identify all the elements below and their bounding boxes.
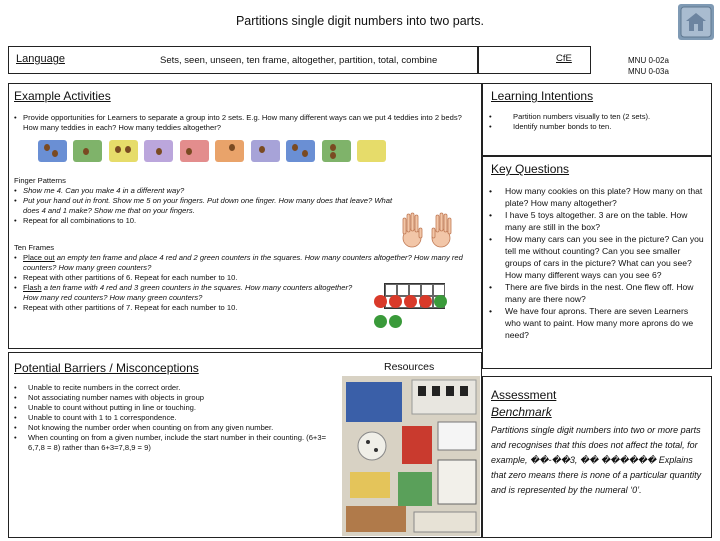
green-counter (434, 295, 447, 308)
barrier-item: • Unable to recite numbers in the correct order. (14, 383, 334, 393)
code-2: MNU 0-03a (628, 67, 669, 76)
red-counter (404, 295, 417, 308)
finger-patterns-section (14, 176, 394, 226)
resources-image (342, 376, 480, 536)
learning-item: • Identify number bonds to ten. (489, 122, 707, 132)
bed-image (322, 140, 351, 162)
learning-heading: Learning Intentions (491, 89, 594, 103)
counters-image (374, 295, 449, 333)
cfe-box (478, 46, 591, 74)
house-icon (678, 4, 714, 40)
bed-image (144, 140, 173, 162)
resources-collage (342, 376, 480, 536)
green-counter (389, 315, 402, 328)
resources-label: Resources (384, 361, 435, 373)
example-intro-list (14, 113, 474, 133)
bed-image (38, 140, 67, 162)
barriers-heading: Potential Barriers / Misconceptions (14, 361, 199, 375)
assessment-heading: Assessment (491, 388, 557, 402)
page-title: Partitions single digit numbers into two parts. (235, 14, 485, 28)
cfe-label: CfE (556, 53, 572, 64)
example-intro: • Provide opportunities for Learners to separate a group into 2 sets. E.g. How many different ways can we put 4 teddies into 2 beds? How many teddies in each? How many teddies altogether? (14, 113, 474, 133)
barrier-item: • Unable to count without putting in line or touching. (14, 403, 334, 413)
bed-image (251, 140, 280, 162)
learning-list (489, 112, 707, 132)
key-question: • I have 5 toys altogether. 3 are on the table. How many are still in the box? (489, 209, 705, 233)
bed-image (357, 140, 386, 162)
teddy-beds-row (38, 140, 388, 167)
finger-item: • Put your hand out in front. Show me 5 on your fingers. Put down one finger. How many does that leave? What does 4 and 1 make? Show me that on your fingers. (14, 196, 394, 216)
bed-image (215, 140, 244, 162)
example-heading: Example Activities (14, 89, 111, 103)
key-heading: Key Questions (491, 162, 570, 176)
green-counter (374, 315, 387, 328)
finger-title: Finger Patterns (14, 176, 66, 185)
barrier-item: • Unable to count with 1 to 1 correspondence. (14, 413, 334, 423)
ten-frame-item: • Place out an empty ten frame and place 4 red and 2 green counters in the squares. How many counters altogether? How many red counters? How many green counters? (14, 253, 464, 273)
barrier-item: • Not associating number names with objects in group (14, 393, 334, 403)
finger-item: • Show me 4. Can you make 4 in a different way? (14, 186, 394, 196)
bed-image (180, 140, 209, 162)
code-1: MNU 0-02a (628, 56, 669, 65)
barrier-item: • When counting on from a given number, include the start number in their counting. (6+3= 6,7,8 = 8) rather than 6+3=7,8,9 = 9) (14, 433, 334, 453)
benchmark-heading: Benchmark (491, 405, 552, 419)
ten-frame-item: • Repeat with other partitions of 6. Repeat for each number to 10. (14, 273, 474, 283)
key-question: • There are five birds in the nest. One flew off. How many are there now? (489, 281, 705, 305)
language-label: Language (16, 53, 65, 65)
bed-image (109, 140, 138, 162)
red-counter (374, 295, 387, 308)
language-text: Sets, seen, unseen, ten frame, altogether, partition, total, combine (160, 55, 438, 66)
ten-frame-item: • Flash a ten frame with 4 red and 3 green counters in the squares. How many counters altogether? How many red counters? How many green counters? (14, 283, 354, 303)
ten-frames-title: Ten Frames (14, 243, 55, 252)
benchmark-text: Partitions single digit numbers into two or more parts and recognises that this does not affect the total, for example, ��-��3, �� ������ Explains that zero means there is none of a particular quantity and is represented by the numeral ‘0’. (491, 425, 702, 495)
red-counter (389, 295, 402, 308)
red-counter (419, 295, 432, 308)
ten-frame-item: • Repeat with other partitions of 7. Repeat for each number to 10. (14, 303, 474, 313)
barrier-item: • Not knowing the number order when counting on from any given number. (14, 423, 334, 433)
bed-image (286, 140, 315, 162)
key-questions-list (489, 185, 705, 341)
barriers-list (14, 383, 334, 453)
finger-item: • Repeat for all combinations to 10. (14, 216, 394, 226)
cfe-codes (628, 55, 669, 77)
learning-item: • Partition numbers visually to ten (2 sets). (489, 112, 707, 122)
key-question: • How many cars can you see in the picture? Can you tell me without counting? Can you see smaller groups of cars in the picture? What can you see? How many different ways can you see 6? (489, 233, 705, 281)
home-icon[interactable] (678, 4, 714, 40)
key-question: • How many cookies on this plate? How many on that plate? How many altogether? (489, 185, 705, 209)
bed-image (73, 140, 102, 162)
key-question: • We have four aprons. There are seven Learners who want to paint. How many more aprons do we need? (489, 305, 705, 341)
